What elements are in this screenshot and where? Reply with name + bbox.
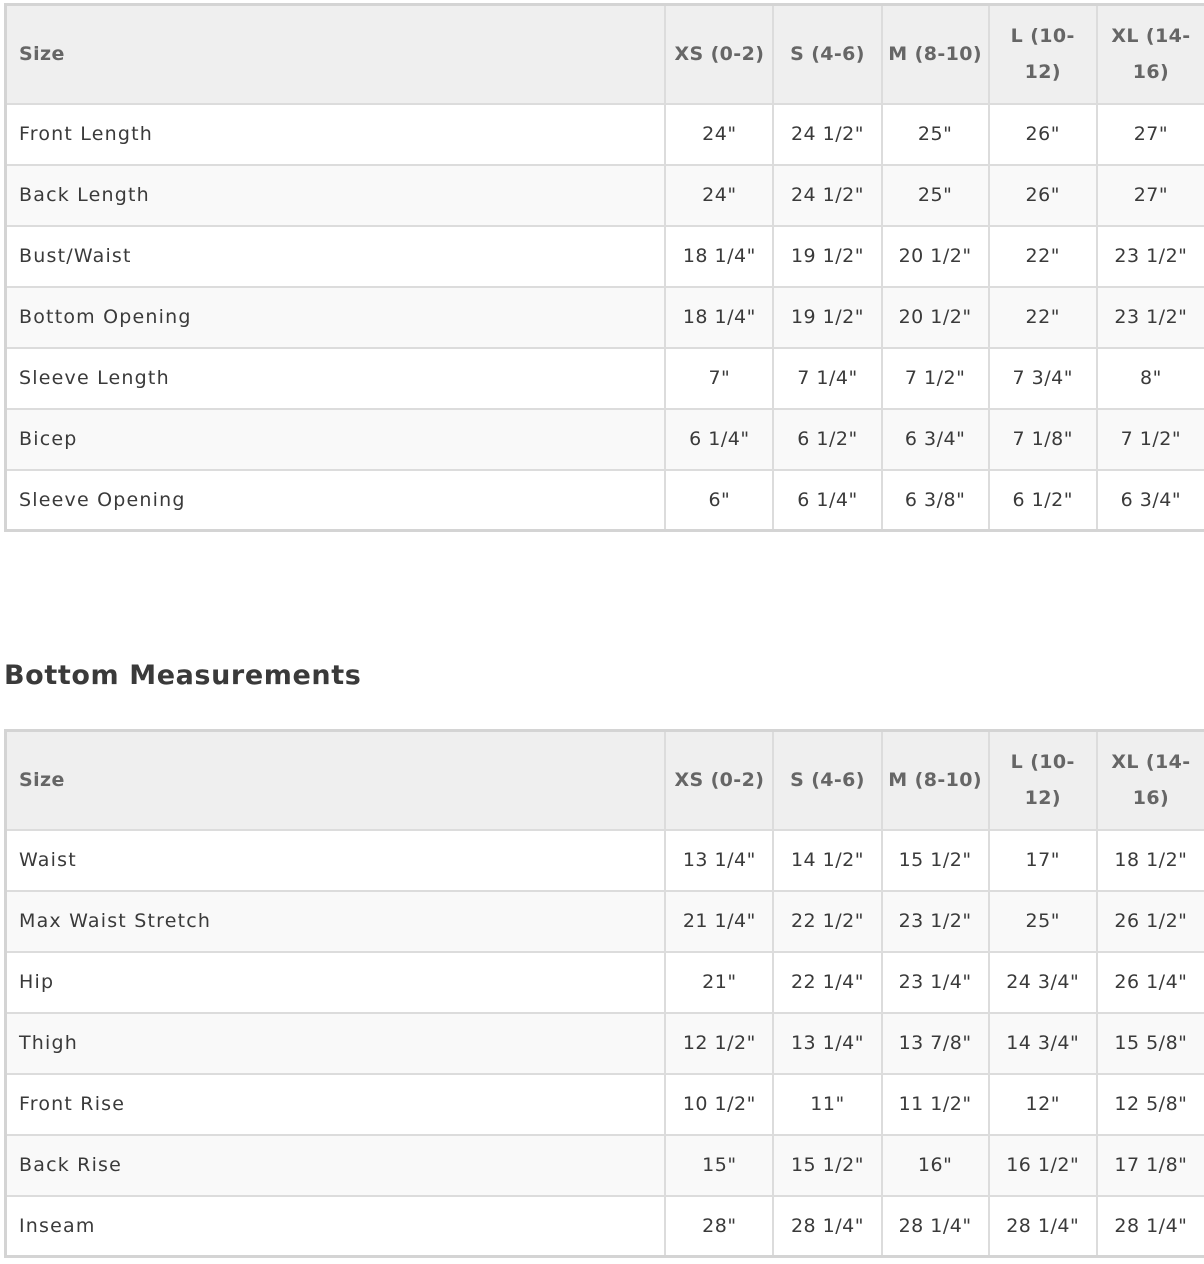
top-table-body	[6, 104, 1204, 531]
measurement-value: 22 1/2"	[773, 891, 881, 952]
measurement-value: 11"	[773, 1074, 881, 1135]
measurement-value: 15"	[665, 1135, 773, 1196]
measurement-value: 7 3/4"	[989, 348, 1097, 409]
measurement-value: 13 1/4"	[665, 830, 773, 891]
measurement-value: 25"	[989, 891, 1097, 952]
measurement-value: 16 1/2"	[989, 1135, 1097, 1196]
measurement-value: 24 3/4"	[989, 952, 1097, 1013]
table-row	[6, 1074, 1204, 1135]
table-row	[6, 830, 1204, 891]
measurement-value: 24 1/2"	[773, 104, 881, 165]
measurement-value: 13 1/4"	[773, 1013, 881, 1074]
measurement-label: Thigh	[6, 1013, 666, 1074]
measurement-value: 7 1/2"	[1097, 409, 1204, 470]
table-row	[6, 1135, 1204, 1196]
measurement-label: Waist	[6, 830, 666, 891]
measurement-value: 12 5/8"	[1097, 1074, 1204, 1135]
measurement-label: Max Waist Stretch	[6, 891, 666, 952]
measurement-value: 23 1/2"	[882, 891, 989, 952]
measurement-value: 8"	[1097, 348, 1204, 409]
measurement-value: 15 1/2"	[882, 830, 989, 891]
measurement-value: 24 1/2"	[773, 165, 881, 226]
measurement-label: Bottom Opening	[6, 287, 666, 348]
measurement-value: 7"	[665, 348, 773, 409]
measurement-value: 25"	[882, 104, 989, 165]
measurement-value: 15 1/2"	[773, 1135, 881, 1196]
size-header-xl: XL (14-16)	[1097, 731, 1204, 830]
measurement-value: 19 1/2"	[773, 287, 881, 348]
measurement-value: 22"	[989, 226, 1097, 287]
size-header-l: L (10-12)	[989, 5, 1097, 104]
measurement-value: 24"	[665, 165, 773, 226]
measurement-value: 28 1/4"	[1097, 1196, 1204, 1257]
measurement-value: 16"	[882, 1135, 989, 1196]
header-row	[6, 731, 1204, 830]
measurement-value: 24"	[665, 104, 773, 165]
size-header-xs: XS (0-2)	[665, 5, 773, 104]
measurement-label: Sleeve Opening	[6, 470, 666, 531]
measurement-value: 23 1/2"	[1097, 226, 1204, 287]
measurement-value: 26 1/2"	[1097, 891, 1204, 952]
size-header-l: L (10-12)	[989, 731, 1097, 830]
measurement-label: Back Length	[6, 165, 666, 226]
measurement-value: 15 5/8"	[1097, 1013, 1204, 1074]
bottom-table-body	[6, 830, 1204, 1257]
size-column-header: Size	[6, 5, 666, 104]
measurement-value: 6 3/8"	[882, 470, 989, 531]
measurement-value: 19 1/2"	[773, 226, 881, 287]
table-row	[6, 891, 1204, 952]
measurement-label: Inseam	[6, 1196, 666, 1257]
size-header-xs: XS (0-2)	[665, 731, 773, 830]
measurement-label: Hip	[6, 952, 666, 1013]
measurement-value: 7 1/8"	[989, 409, 1097, 470]
measurement-label: Front Length	[6, 104, 666, 165]
measurement-value: 6 1/4"	[773, 470, 881, 531]
measurement-value: 27"	[1097, 165, 1204, 226]
measurement-value: 23 1/4"	[882, 952, 989, 1013]
measurement-value: 6"	[665, 470, 773, 531]
measurement-value: 20 1/2"	[882, 287, 989, 348]
size-header-s: S (4-6)	[773, 731, 881, 830]
measurement-value: 7 1/2"	[882, 348, 989, 409]
measurement-value: 18 1/4"	[665, 226, 773, 287]
measurement-value: 26"	[989, 104, 1097, 165]
measurement-value: 27"	[1097, 104, 1204, 165]
table-row	[6, 348, 1204, 409]
bottom-measurements-heading: Bottom Measurements	[4, 660, 362, 691]
measurement-value: 28 1/4"	[989, 1196, 1097, 1257]
measurement-value: 12 1/2"	[665, 1013, 773, 1074]
measurement-value: 17 1/8"	[1097, 1135, 1204, 1196]
measurement-value: 22"	[989, 287, 1097, 348]
measurement-value: 21"	[665, 952, 773, 1013]
size-header-m: M (8-10)	[882, 731, 989, 830]
top-table-header	[6, 5, 1204, 104]
top-size-chart-table	[4, 3, 1204, 532]
measurement-value: 6 3/4"	[882, 409, 989, 470]
measurement-value: 22 1/4"	[773, 952, 881, 1013]
measurement-value: 17"	[989, 830, 1097, 891]
measurement-value: 14 3/4"	[989, 1013, 1097, 1074]
table-row	[6, 1013, 1204, 1074]
measurement-value: 18 1/4"	[665, 287, 773, 348]
size-header-xl: XL (14-16)	[1097, 5, 1204, 104]
measurement-value: 18 1/2"	[1097, 830, 1204, 891]
measurement-value: 11 1/2"	[882, 1074, 989, 1135]
table-row	[6, 1196, 1204, 1257]
measurement-value: 20 1/2"	[882, 226, 989, 287]
size-column-header: Size	[6, 731, 666, 830]
measurement-value: 14 1/2"	[773, 830, 881, 891]
measurement-value: 6 1/2"	[989, 470, 1097, 531]
measurement-value: 6 3/4"	[1097, 470, 1204, 531]
table-row	[6, 952, 1204, 1013]
table-row	[6, 409, 1204, 470]
table-row	[6, 470, 1204, 531]
table-row	[6, 165, 1204, 226]
bottom-size-chart-table	[4, 729, 1204, 1258]
measurement-value: 26 1/4"	[1097, 952, 1204, 1013]
measurement-label: Bust/Waist	[6, 226, 666, 287]
measurement-value: 28"	[665, 1196, 773, 1257]
table-row	[6, 104, 1204, 165]
measurement-value: 10 1/2"	[665, 1074, 773, 1135]
measurement-label: Front Rise	[6, 1074, 666, 1135]
size-header-m: M (8-10)	[882, 5, 989, 104]
measurement-value: 26"	[989, 165, 1097, 226]
measurement-value: 25"	[882, 165, 989, 226]
measurement-value: 28 1/4"	[882, 1196, 989, 1257]
measurement-value: 23 1/2"	[1097, 287, 1204, 348]
measurement-label: Back Rise	[6, 1135, 666, 1196]
header-row	[6, 5, 1204, 104]
bottom-table-header	[6, 731, 1204, 830]
measurement-label: Bicep	[6, 409, 666, 470]
measurement-value: 21 1/4"	[665, 891, 773, 952]
table-row	[6, 287, 1204, 348]
measurement-value: 7 1/4"	[773, 348, 881, 409]
measurement-label: Sleeve Length	[6, 348, 666, 409]
measurement-value: 6 1/4"	[665, 409, 773, 470]
measurement-value: 13 7/8"	[882, 1013, 989, 1074]
measurement-value: 12"	[989, 1074, 1097, 1135]
measurement-value: 28 1/4"	[773, 1196, 881, 1257]
table-row	[6, 226, 1204, 287]
measurement-value: 6 1/2"	[773, 409, 881, 470]
size-header-s: S (4-6)	[773, 5, 881, 104]
